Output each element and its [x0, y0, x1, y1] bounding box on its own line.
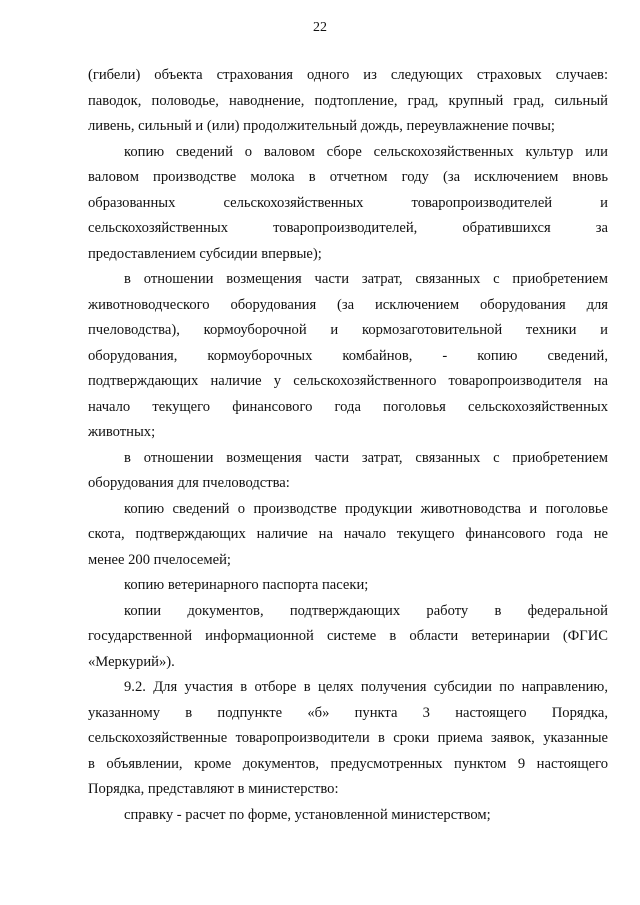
text-line: в отношении возмещения части затрат, связанных с приобретением [124, 271, 608, 287]
paragraph [88, 803, 608, 829]
text-line: Порядка, представляют в министерство: [88, 781, 339, 797]
paragraph [88, 599, 608, 676]
text-line: начало текущего финансового года поголовья сельскохозяйственных [88, 398, 608, 415]
text-line: государственной информационной системе в области ветеринарии (ФГИС [88, 628, 608, 644]
text-line: ливень, сильный и (или) продолжительный дождь, переувлажнение почвы; [88, 118, 555, 134]
text-line: менее 200 пчелосемей; [88, 551, 231, 568]
text-line: образованных сельскохозяйственных товаропроизводителей и [88, 194, 608, 211]
paragraph [88, 140, 608, 268]
text-line: 9.2. Для участия в отборе в целях получения субсидии по направлению, [124, 679, 608, 695]
paragraph [88, 497, 608, 574]
text-line: пчеловодства), кормоуборочной и кормозаготовительной техники и [88, 322, 608, 338]
page-number: 22 [313, 20, 327, 35]
text-line: копию сведений о валовом сборе сельскохозяйственных культур или [124, 143, 608, 160]
text-line: оборудования для пчеловодства: [88, 475, 290, 491]
text-line: подтверждающих наличие у сельскохозяйственного товаропроизводителя на [88, 373, 608, 389]
text-line: указанному в подпункте «б» пункта 3 настоящего Порядка, [88, 704, 608, 721]
text-line: животных; [88, 424, 156, 440]
text-line: справку - расчет по форме, установленной министерством; [124, 806, 491, 823]
text-line: сельскохозяйственные товаропроизводители в сроки приема заявок, указанные [88, 730, 608, 746]
paragraph [88, 573, 608, 599]
text-line: в объявлении, кроме документов, предусмотренных пунктом 9 настоящего [88, 755, 608, 772]
document-body [88, 63, 608, 828]
paragraph [88, 267, 608, 446]
text-line: копию сведений о производстве продукции животноводства и поголовье [124, 500, 608, 517]
text-line: оборудования, кормоуборочных комбайнов, - копию сведений, [88, 347, 608, 364]
text-line: «Меркурий»). [88, 653, 175, 670]
text-line: в отношении возмещения части затрат, связанных с приобретением [124, 449, 608, 466]
text-line: паводок, половодье, наводнение, подтопление, град, крупный град, сильный [88, 92, 608, 109]
text-line: копии документов, подтверждающих работу в федеральной [124, 602, 608, 619]
text-line: животноводческого оборудования (за исключением оборудования для [88, 296, 608, 313]
text-line: копию ветеринарного паспорта пасеки; [124, 577, 369, 593]
text-line: сельскохозяйственных товаропроизводителей, обратившихся за [88, 220, 608, 236]
text-line: предоставлением субсидии впервые); [88, 245, 322, 262]
text-line: (гибели) объекта страхования одного из следующих страховых случаев: [88, 67, 608, 83]
paragraph [88, 675, 608, 803]
paragraph [88, 446, 608, 497]
text-line: скота, подтверждающих наличие на начало текущего финансового года не [88, 526, 608, 542]
text-line: валовом производстве молока в отчетном году (за исключением вновь [88, 169, 608, 185]
paragraph [88, 63, 608, 140]
